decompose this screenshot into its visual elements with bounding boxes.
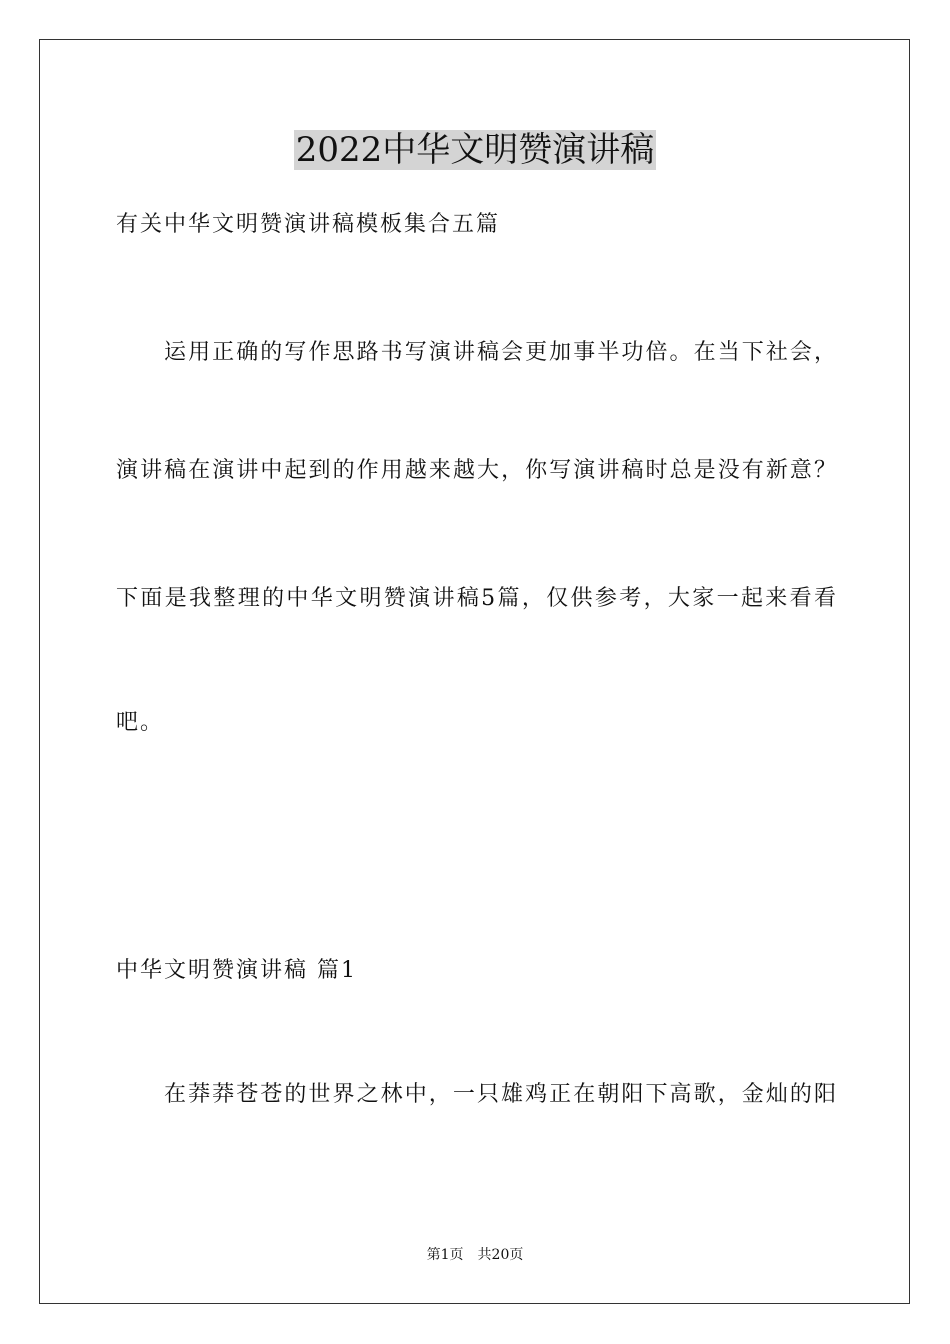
intro-line-4: 吧。: [116, 710, 165, 735]
page-number: 第1页: [426, 1247, 464, 1263]
intro-line-1: 运用正确的写作思路书写演讲稿会更加事半功倍。在当下社会，: [164, 340, 836, 365]
intro-line-2: 演讲稿在演讲中起到的作用越来越大，你写演讲稿时总是没有新意？: [116, 458, 836, 483]
document-subtitle: 有关中华文明赞演讲稿模板集合五篇: [116, 212, 501, 237]
section-heading: 中华文明赞演讲稿 篇1: [116, 958, 357, 983]
intro-line-3: 下面是我整理的中华文明赞演讲稿5篇，仅供参考，大家一起来看看: [116, 586, 836, 611]
document-title-text: 2022中华文明赞演讲稿: [295, 130, 655, 170]
page-total: 共20页: [477, 1247, 524, 1263]
page-footer: [0, 1245, 950, 1265]
section-line-1: 在莽莽苍苍的世界之林中，一只雄鸡正在朝阳下高歌，金灿的阳: [164, 1082, 836, 1107]
document-title: [0, 126, 950, 174]
